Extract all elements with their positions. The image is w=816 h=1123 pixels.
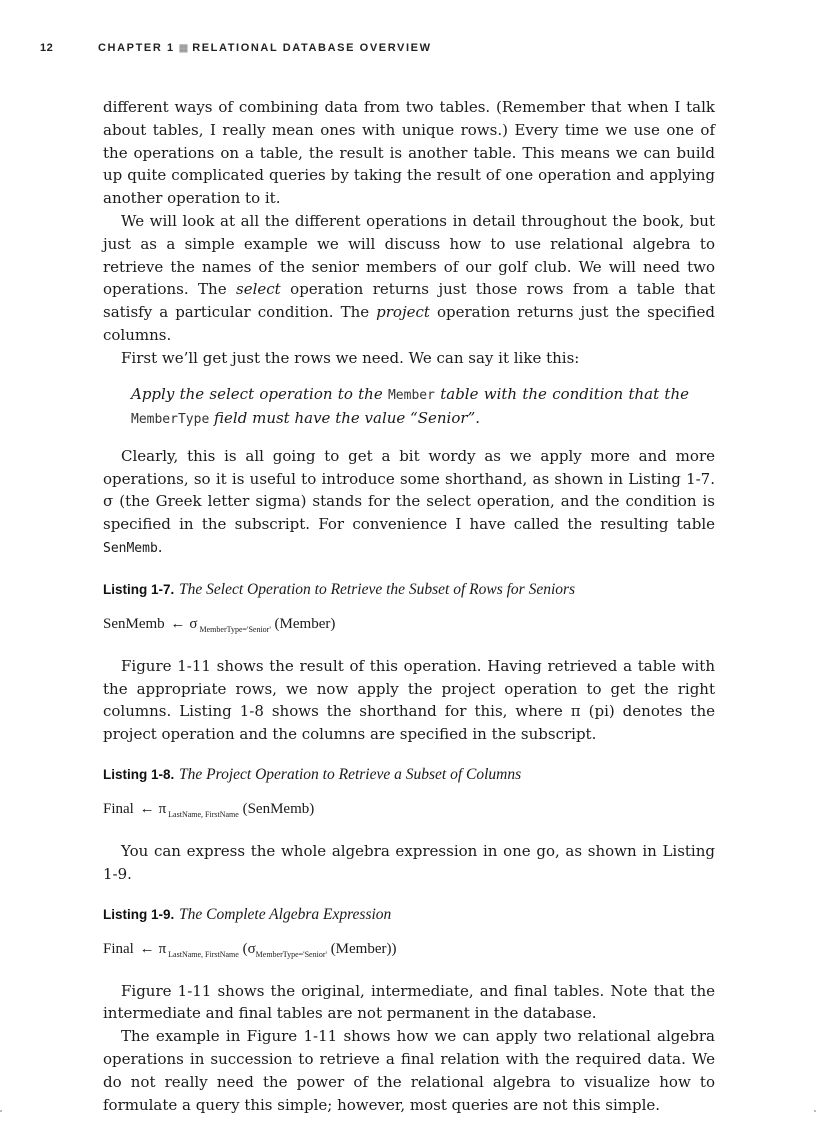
listing-1-9-caption [103, 903, 715, 926]
term-select: select [236, 280, 281, 299]
running-header [40, 42, 776, 54]
page-edge-mark [0, 1110, 2, 1112]
listing-label: Listing 1-8. [103, 766, 175, 782]
block-quote: Apply the select operation to the Member table with the condition that the MemberType field must have the value “Senior”. [131, 384, 689, 428]
paragraph-1: different ways of combining data from two tables. (Remember that when I talk about tables, I really mean ones with unique rows.) Every time we use one of the operations on a table, the result is another table. This means we can build up quite complicated queries by taking the result of one operation and applying another operation to it. [103, 98, 715, 208]
subscript: MemberType='Senior' [255, 949, 327, 959]
listing-title: The Select Operation to Retrieve the Subset of Rows for Seniors [179, 580, 576, 598]
listing-1-7-caption [103, 578, 715, 601]
chapter-label: CHAPTER 1 [98, 42, 175, 54]
separator-icon: ▦ [178, 43, 189, 54]
code-member: Member [387, 387, 435, 403]
code-membertype: MemberType [131, 412, 210, 428]
listing-title: The Project Operation to Retrieve a Subset of Columns [179, 765, 522, 783]
listing-1-8-formula: Final ← π $_{LastName, FirstName}$ (SenMemb) [103, 800, 315, 819]
paragraph-2: We will look at all the different operations in detail throughout the book, but just as a simple example we will discuss how to use relational algebra to retrieve the names of the senior members of our golf club. We will need two operations. The select operation returns just those rows from a table that satisfy a particular condition. The project operation returns just the specified columns. [103, 211, 715, 344]
page-number: 12 [40, 42, 54, 54]
chapter-title: RELATIONAL DATABASE OVERVIEW [192, 42, 432, 54]
paragraph-7: Figure 1-11 shows the original, intermediate, and final tables. Note that the intermediate and final tables are not permanent in the database. [103, 981, 715, 1023]
term-project: project [376, 303, 430, 322]
paragraph-5: Figure 1-11 shows the result of this operation. Having retrieved a table with the appropriate rows, we now apply the project operation to get the right columns. Listing 1-8 shows the shorthand for this, where π (pi) denotes the project operation and the columns are specified in the subscript. [103, 656, 715, 744]
page-body [103, 96, 715, 1116]
paragraph-8: The example in Figure 1-11 shows how we can apply two relational algebra operations in succession to retrieve a final relation with the required data. We do not really need the power of the relational algebra to visualize how to formulate a query this simple; however, most queries are not this simple. [103, 1027, 715, 1114]
paragraph-4: Clearly, this is all going to get a bit wordy as we apply more and more operations, so it is useful to introduce some shorthand, as shown in Listing 1-7. σ (the Greek letter sigma) stands for the select operation, and the condition is specified in the subscript. For convenience I have called the resulting table SenMemb. [103, 446, 715, 556]
subscript: MemberType='Senior' [199, 624, 271, 634]
paragraph-3: First we’ll get just the rows we need. We can say it like this: [121, 348, 580, 367]
subscript: LastName, FirstName [168, 949, 239, 959]
listing-label: Listing 1-7. [103, 581, 175, 597]
paragraph-6: You can express the whole algebra expression in one go, as shown in Listing 1-9. [103, 841, 715, 883]
listing-1-9-formula: Final ← π $_{LastName, FirstName}$ ($\sigma_{MemberType='Senior'}$ (Member)) [103, 940, 397, 959]
listing-title: The Complete Algebra Expression [179, 905, 392, 923]
listing-label: Listing 1-9. [103, 906, 175, 922]
listing-1-8-caption [103, 763, 715, 786]
listing-1-7-formula: SenMemb ← σ $_{MemberType='Senior'}$ (Member) [103, 615, 336, 634]
code-senmemb: SenMemb [103, 540, 158, 556]
subscript: LastName, FirstName [168, 809, 239, 819]
